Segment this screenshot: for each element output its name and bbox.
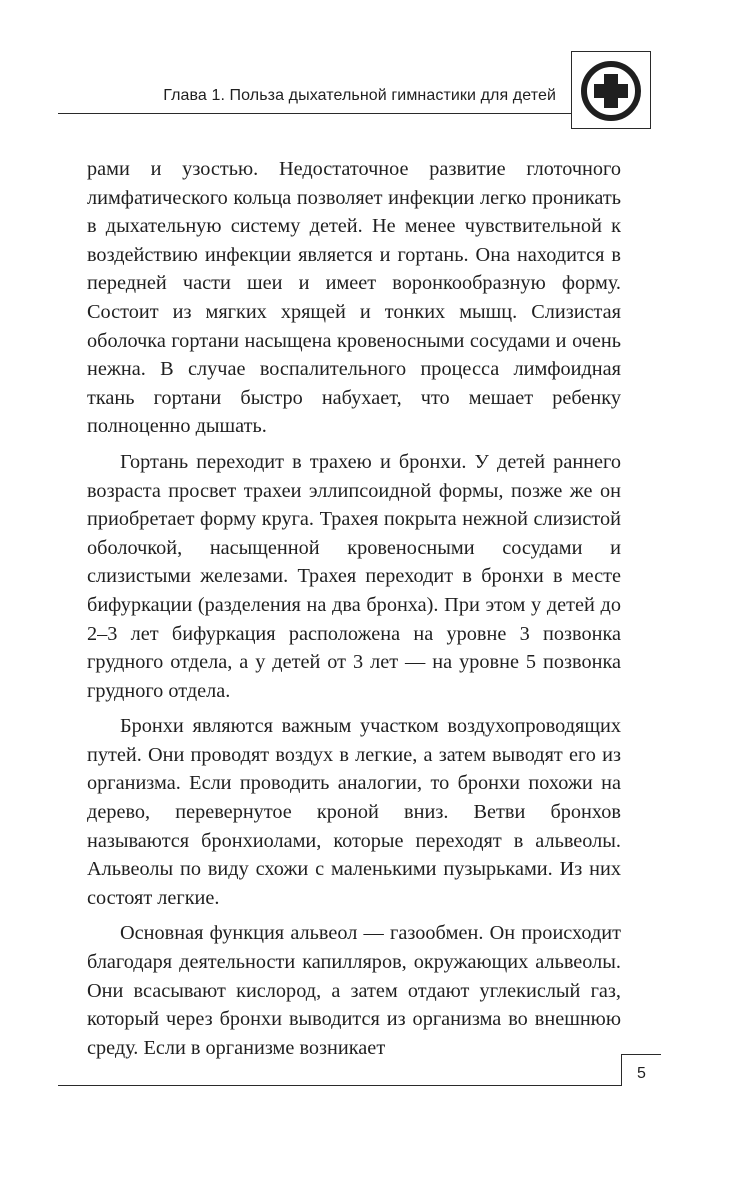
medical-cross-icon bbox=[580, 60, 642, 122]
paragraph: рами и узостью. Недостаточное развитие глоточного лимфатического кольца позволяет инфекции легко проникать в дыхательную систему детей. Не менее чувствительной к воздействию инфекции является и гортань. Она находится в передней части шеи и имеет воронкообразную форму. Состоит из мягких хрящей и тонких мышц. Слизистая оболочка гортани насыщена кровеносными сосудами и очень нежна. В случае воспалительного процесса лимфоидная ткань гортани быстро набухает, что мешает ребенку полноценно дышать. bbox=[87, 158, 621, 438]
paragraph: Гортань переходит в трахею и бронхи. У детей раннего возраста просвет трахеи эллипсоидной формы, позже же он приобретает форму круга. Трахея покрыта нежной слизистой оболочкой, насыщенной кровеносными сосудами и слизистыми железами. Трахея переходит в бронхи в месте бифуркации (разделения на два бронха). При этом у детей до 2–3 лет бифуркация расположена на уровне 3 позвонка грудного отдела, а у детей от 3 лет — на уровне 5 позвонка грудного отдела. bbox=[87, 450, 621, 702]
page-number-box bbox=[621, 1054, 661, 1086]
header-rule bbox=[58, 113, 572, 114]
chapter-badge bbox=[571, 51, 651, 129]
paragraph: Бронхи являются важным участком воздухопроводящих путей. Они проводят воздух в легкие, а затем выводят его из организма. Если проводить аналогии, то бронхи похожи на дерево, перевернутое кроной вниз. Ветви бронхов называются бронхиолами, которые переходят в альвеолы. Альвеолы по виду схожи с маленькими пузырьками. Из них состоят легкие. bbox=[87, 715, 621, 909]
paragraph: Основная функция альвеол — газообмен. Он происходит благодаря деятельности капилляров, окружающих альвеолы. Они всасывают кислород, а затем отдают углекислый газ, который через бронхи выводится из организма во внешнюю среду. Если в организме возникает bbox=[87, 922, 621, 1059]
page-number: 5 bbox=[637, 1065, 646, 1082]
chapter-title: Глава 1. Польза дыхательной гимнастики для детей bbox=[163, 87, 556, 104]
footer-rule bbox=[58, 1085, 622, 1086]
body-text bbox=[87, 155, 621, 1069]
